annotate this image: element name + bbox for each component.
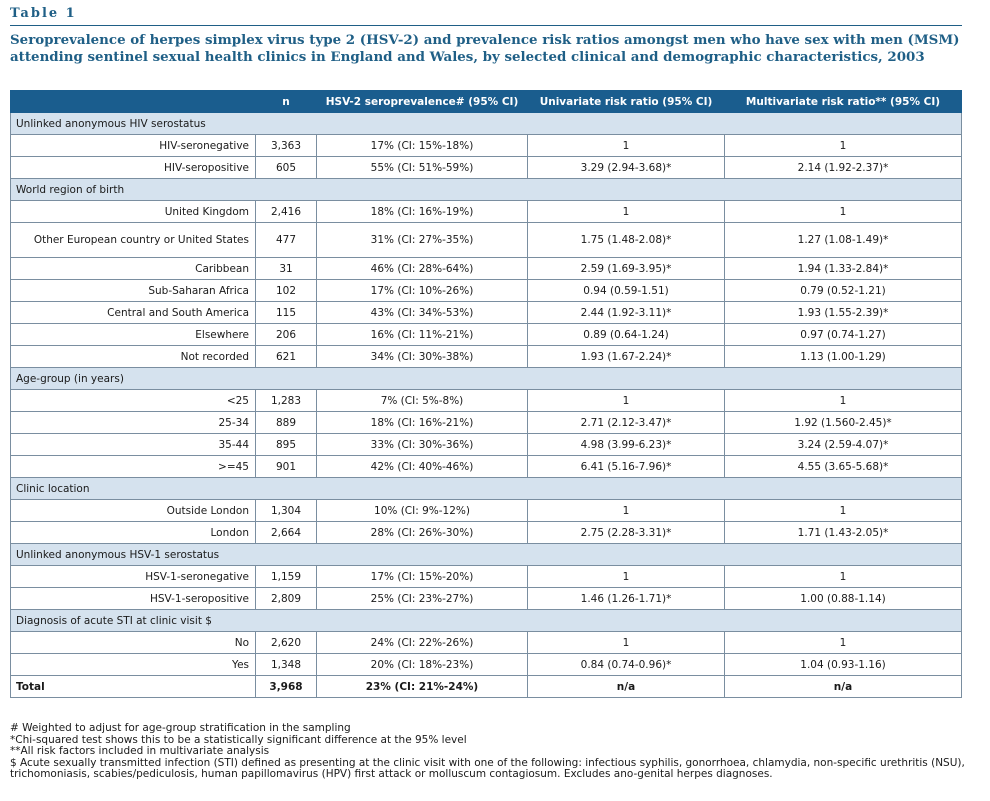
row-label: >=45 <box>11 456 256 478</box>
cell-n: 1,159 <box>256 566 317 588</box>
cell-multivariate: 1.94 (1.33-2.84)* <box>725 258 962 280</box>
table-row <box>11 412 962 434</box>
row-label: HSV-1-seropositive <box>11 588 256 610</box>
table-body <box>11 113 962 698</box>
header-row <box>11 91 962 113</box>
section-heading: Age-group (in years) <box>11 368 962 390</box>
total-univariate: n/a <box>528 676 725 698</box>
section-row <box>11 610 962 632</box>
table-row <box>11 434 962 456</box>
cell-univariate: 1 <box>528 632 725 654</box>
row-label: Sub-Saharan Africa <box>11 280 256 302</box>
total-prevalence: 23% (CI: 21%-24%) <box>317 676 528 698</box>
section-heading: Diagnosis of acute STI at clinic visit $ <box>11 610 962 632</box>
cell-n: 2,620 <box>256 632 317 654</box>
row-label: HIV-seronegative <box>11 135 256 157</box>
table-row <box>11 566 962 588</box>
row-label: No <box>11 632 256 654</box>
row-label: Other European country or United States <box>11 223 256 258</box>
footnotes <box>10 723 980 781</box>
header-univariate: Univariate risk ratio (95% CI) <box>528 91 725 113</box>
cell-n: 901 <box>256 456 317 478</box>
cell-univariate: 3.29 (2.94-3.68)* <box>528 157 725 179</box>
section-row <box>11 544 962 566</box>
cell-multivariate: 1.27 (1.08-1.49)* <box>725 223 962 258</box>
table-row <box>11 390 962 412</box>
row-label: London <box>11 522 256 544</box>
cell-multivariate: 3.24 (2.59-4.07)* <box>725 434 962 456</box>
cell-univariate: 0.94 (0.59-1.51) <box>528 280 725 302</box>
table-row <box>11 654 962 676</box>
cell-prevalence: 24% (CI: 22%-26%) <box>317 632 528 654</box>
cell-univariate: 1 <box>528 500 725 522</box>
section-heading: Clinic location <box>11 478 962 500</box>
cell-prevalence: 17% (CI: 10%-26%) <box>317 280 528 302</box>
row-label: HSV-1-seronegative <box>11 566 256 588</box>
table-row <box>11 280 962 302</box>
cell-univariate: 1.75 (1.48-2.08)* <box>528 223 725 258</box>
table-row <box>11 135 962 157</box>
cell-n: 115 <box>256 302 317 324</box>
row-label: Yes <box>11 654 256 676</box>
cell-n: 206 <box>256 324 317 346</box>
cell-prevalence: 18% (CI: 16%-21%) <box>317 412 528 434</box>
footnote: *Chi-squared test shows this to be a statistically significant difference at the 95% level <box>10 733 467 746</box>
cell-prevalence: 25% (CI: 23%-27%) <box>317 588 528 610</box>
row-label: Caribbean <box>11 258 256 280</box>
table-row <box>11 324 962 346</box>
table-row <box>11 157 962 179</box>
data-table <box>10 90 962 698</box>
table-row <box>11 500 962 522</box>
section-row <box>11 179 962 201</box>
cell-univariate: 1 <box>528 566 725 588</box>
cell-univariate: 1 <box>528 201 725 223</box>
cell-multivariate: 1.13 (1.00-1.29) <box>725 346 962 368</box>
cell-prevalence: 42% (CI: 40%-46%) <box>317 456 528 478</box>
header-n: n <box>256 91 317 113</box>
cell-multivariate: 1.71 (1.43-2.05)* <box>725 522 962 544</box>
cell-prevalence: 33% (CI: 30%-36%) <box>317 434 528 456</box>
row-label: HIV-seropositive <box>11 157 256 179</box>
cell-n: 477 <box>256 223 317 258</box>
row-label: 25-34 <box>11 412 256 434</box>
header-prevalence: HSV-2 seroprevalence# (95% CI) <box>317 91 528 113</box>
cell-univariate: 2.75 (2.28-3.31)* <box>528 522 725 544</box>
cell-multivariate: 1 <box>725 135 962 157</box>
cell-univariate: 2.59 (1.69-3.95)* <box>528 258 725 280</box>
cell-n: 621 <box>256 346 317 368</box>
cell-n: 1,304 <box>256 500 317 522</box>
cell-univariate: 2.44 (1.92-3.11)* <box>528 302 725 324</box>
header-multivariate: Multivariate risk ratio** (95% CI) <box>725 91 962 113</box>
cell-n: 1,283 <box>256 390 317 412</box>
footnote: $ Acute sexually transmitted infection (STI) defined as presenting at the clinic visit with one of the following: infectious syphilis, gonorrhoea, chlamydia, non-specific urethritis (NSU), trichomoniasis, scabies/pediculosis, human papillomavirus (HPV) first attack or molluscum contagiosum. Excludes ano-genital herpes diagnoses. <box>10 756 965 781</box>
cell-multivariate: 1 <box>725 500 962 522</box>
cell-n: 102 <box>256 280 317 302</box>
cell-univariate: 0.89 (0.64-1.24) <box>528 324 725 346</box>
cell-multivariate: 2.14 (1.92-2.37)* <box>725 157 962 179</box>
cell-multivariate: 1 <box>725 390 962 412</box>
cell-multivariate: 1.93 (1.55-2.39)* <box>725 302 962 324</box>
cell-n: 2,664 <box>256 522 317 544</box>
total-multivariate: n/a <box>725 676 962 698</box>
cell-multivariate: 1.04 (0.93-1.16) <box>725 654 962 676</box>
cell-prevalence: 46% (CI: 28%-64%) <box>317 258 528 280</box>
header-label <box>11 91 256 113</box>
table-row <box>11 588 962 610</box>
cell-univariate: 1 <box>528 390 725 412</box>
cell-multivariate: 4.55 (3.65-5.68)* <box>725 456 962 478</box>
cell-n: 895 <box>256 434 317 456</box>
section-heading: Unlinked anonymous HSV-1 serostatus <box>11 544 962 566</box>
cell-prevalence: 17% (CI: 15%-20%) <box>317 566 528 588</box>
cell-n: 889 <box>256 412 317 434</box>
total-row <box>11 676 962 698</box>
cell-multivariate: 0.79 (0.52-1.21) <box>725 280 962 302</box>
table-title: Seroprevalence of herpes simplex virus type 2 (HSV-2) and prevalence risk ratios amongst men who have sex with men (MSM) attending sentinel sexual health clinics in England and Wales, by selected clinical and demographic characteristics, 2003 <box>10 32 960 65</box>
cell-univariate: 2.71 (2.12-3.47)* <box>528 412 725 434</box>
cell-prevalence: 28% (CI: 26%-30%) <box>317 522 528 544</box>
row-label: United Kingdom <box>11 201 256 223</box>
cell-multivariate: 1 <box>725 632 962 654</box>
cell-n: 3,363 <box>256 135 317 157</box>
table-row <box>11 258 962 280</box>
footnote: **All risk factors included in multivariate analysis <box>10 745 270 758</box>
cell-n: 2,416 <box>256 201 317 223</box>
cell-multivariate: 1.92 (1.560-2.45)* <box>725 412 962 434</box>
section-heading: Unlinked anonymous HIV serostatus <box>11 113 962 135</box>
cell-prevalence: 7% (CI: 5%-8%) <box>317 390 528 412</box>
table-label: Table 1 <box>10 6 77 21</box>
cell-univariate: 0.84 (0.74-0.96)* <box>528 654 725 676</box>
total-n: 3,968 <box>256 676 317 698</box>
cell-prevalence: 34% (CI: 30%-38%) <box>317 346 528 368</box>
cell-univariate: 4.98 (3.99-6.23)* <box>528 434 725 456</box>
cell-prevalence: 43% (CI: 34%-53%) <box>317 302 528 324</box>
cell-n: 605 <box>256 157 317 179</box>
table-row <box>11 632 962 654</box>
row-label: Outside London <box>11 500 256 522</box>
table-row <box>11 201 962 223</box>
table-row <box>11 346 962 368</box>
row-label: Elsewhere <box>11 324 256 346</box>
title-rule <box>10 25 962 26</box>
section-row <box>11 368 962 390</box>
cell-prevalence: 17% (CI: 15%-18%) <box>317 135 528 157</box>
cell-multivariate: 1 <box>725 201 962 223</box>
cell-prevalence: 31% (CI: 27%-35%) <box>317 223 528 258</box>
table-row <box>11 302 962 324</box>
section-heading: World region of birth <box>11 179 962 201</box>
cell-prevalence: 10% (CI: 9%-12%) <box>317 500 528 522</box>
row-label: <25 <box>11 390 256 412</box>
cell-n: 2,809 <box>256 588 317 610</box>
cell-prevalence: 55% (CI: 51%-59%) <box>317 157 528 179</box>
cell-prevalence: 16% (CI: 11%-21%) <box>317 324 528 346</box>
cell-univariate: 6.41 (5.16-7.96)* <box>528 456 725 478</box>
cell-multivariate: 1.00 (0.88-1.14) <box>725 588 962 610</box>
cell-multivariate: 1 <box>725 566 962 588</box>
cell-prevalence: 18% (CI: 16%-19%) <box>317 201 528 223</box>
cell-univariate: 1.93 (1.67-2.24)* <box>528 346 725 368</box>
row-label: Not recorded <box>11 346 256 368</box>
table-row <box>11 223 962 258</box>
cell-univariate: 1.46 (1.26-1.71)* <box>528 588 725 610</box>
section-row <box>11 113 962 135</box>
footnote: # Weighted to adjust for age-group stratification in the sampling <box>10 722 351 734</box>
cell-n: 1,348 <box>256 654 317 676</box>
total-label: Total <box>11 676 256 698</box>
row-label: Central and South America <box>11 302 256 324</box>
cell-n: 31 <box>256 258 317 280</box>
table-row <box>11 456 962 478</box>
section-row <box>11 478 962 500</box>
cell-univariate: 1 <box>528 135 725 157</box>
cell-prevalence: 20% (CI: 18%-23%) <box>317 654 528 676</box>
row-label: 35-44 <box>11 434 256 456</box>
cell-multivariate: 0.97 (0.74-1.27) <box>725 324 962 346</box>
table-row <box>11 522 962 544</box>
